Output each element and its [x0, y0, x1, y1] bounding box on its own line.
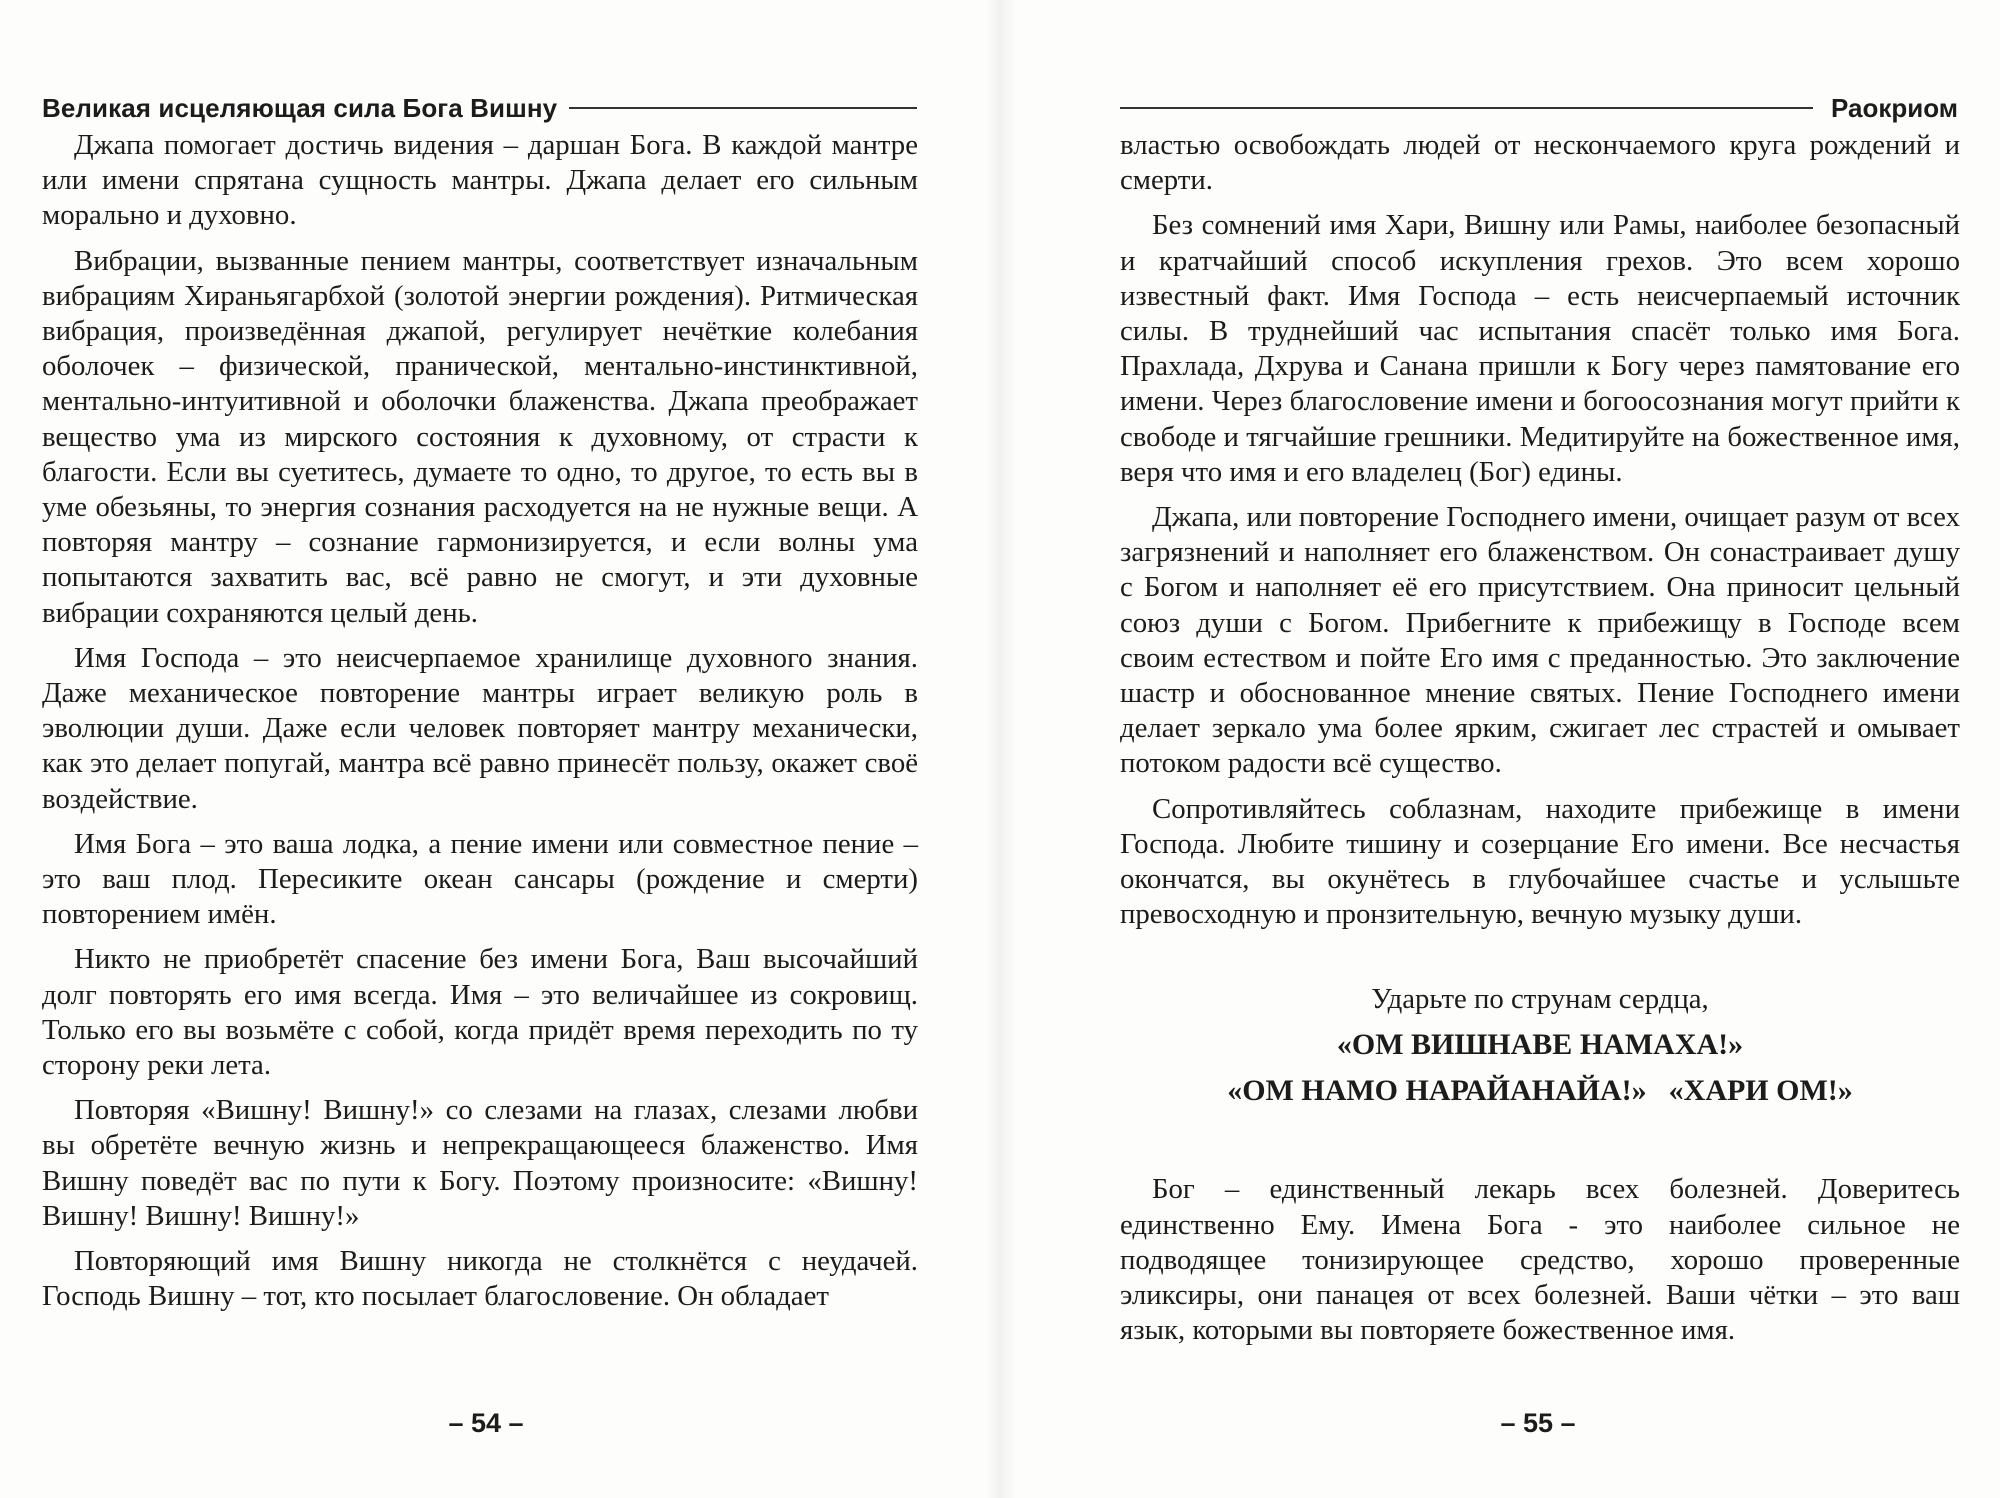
- paragraph: Имя Господа – это неисчерпаемое хранилище духовного знания. Даже механическое повторение мантры играет великую роль в эволюции души. Даже если человек повторяет мантру механически, как это делает попугай, мантра всё равно принесёт пользу, окажет своё воздействие.: [42, 641, 918, 815]
- book-title: Великая исцеляющая сила Бога Вишну: [42, 92, 558, 123]
- paragraph: Сопротивляйтесь соблазнам, находите прибежище в имени Господа. Любите тишину и созерцание Его имени. Все несчастья окончатся, вы окунётесь в глубочайшее счастье и услышьте превосходную и пронзительную, вечную музыку души.: [1120, 792, 1960, 931]
- mantra-text: «ОМ НАМО НАРАЙАНАЙА!»: [1227, 1074, 1647, 1108]
- paragraph: Джапа помогает достичь видения – даршан Бога. В каждой мантре или имени спрятана сущность мантры. Джапа делает его сильным морально и духовно.: [42, 129, 918, 232]
- header-rule: [1120, 107, 1813, 109]
- paragraph: Повторяя «Вишну! Вишну!» со слезами на глазах, слезами любви вы обретёте вечную жизнь и непрекращающееся блаженство. Имя Вишну поведёт вас по пути к Богу. Поэтому произносите: «Вишну! Вишну! Вишну! Вишну!»: [42, 1094, 918, 1232]
- continuation-paragraph: властью освобождать людей от нескончаемого круга рождений и смерти.: [1120, 129, 1960, 197]
- page-number: – 55 –: [1500, 1408, 1576, 1438]
- right-page: [1000, 0, 2000, 1498]
- paragraph: Повторяющий имя Вишну никогда не столкнётся с неудачей. Господь Вишну – тот, кто посылает благословение. Он обладает: [42, 1245, 918, 1313]
- paragraph: Имя Бога – это ваша лодка, а пение имени или совместное пение – это ваш плод. Пересиките океан сансары (рождение и смерти) повторением имён.: [42, 827, 918, 931]
- mantra-line: «ОМ ВИШНАВЕ НАМАХА!»: [1336, 1028, 1744, 1062]
- book-gutter: [985, 0, 1015, 1498]
- paragraph: Джапа, или повторение Господнего имени, очищает разум от всех загрязнений и наполняет его блаженством. Он сонастраивает душу с Богом и наполняет её его присутствием. Она приносит цельный союз души с Богом. Прибегните к прибежищу в Господе всем своим естеством и пойте Его имя с преданностью. Это заключение шастр и обоснованное мнение святых. Пение Господнего имени делает зеркало ума более ярким, сжигает лес страстей и омывает потоком радости всё существо.: [1120, 501, 1960, 780]
- left-body-text: [42, 128, 918, 1325]
- paragraph: Вибрации, вызванные пением мантры, соответствует изначальным вибрациям Хираньягарбхой (золотой энергии рождения). Ритмическая вибрация, произведённая джапой, регулирует нечёткие колебания оболочек – физической, пранической, ментально-инстинктивной, ментально-интуитивной и оболочки блаженства. Джапа преображает вещество ума из мирского состояния к духовному, от страсти к благости. Если вы суетитесь, думаете то одно, то другое, то есть вы в уме обезьяны, то энергия сознания расходуется на не нужные вещи. А повторяя мантру – сознание гармонизируется, и если волны ума попытаются захватить вас, всё равно не смогут, и эти духовные вибрации сохраняются целый день.: [42, 244, 918, 629]
- page-number: – 54 –: [448, 1408, 524, 1438]
- paragraph: Без сомнений имя Хари, Вишну или Рамы, наиболее безопасный и кратчайший способ искупления грехов. Это всем хорошо известный факт. Имя Господа – есть неисчерпаемый источник силы. В труднейший час испытания спасёт только имя Бога. Прахлада, Дхрува и Санана пришли к Богу через памятование его имени. Через благословение имени и богоосознания могут прийти к свободе и тягчайшие грешники. Медитируйте на божественное имя, веря что имя и его владелец (Бог) едины.: [1120, 209, 1960, 488]
- right-body-text: [1120, 128, 1960, 1358]
- verse-intro: Ударьте по струнам сердца,: [1371, 983, 1709, 1016]
- mantra-verse: [1120, 976, 1960, 1114]
- mantra-text: «ХАРИ ОМ!»: [1668, 1074, 1853, 1108]
- header-rule: [569, 107, 917, 109]
- right-running-header: [1120, 88, 1958, 128]
- left-running-header: [42, 88, 917, 128]
- paragraph: Никто не приобретёт спасение без имени Бога, Ваш высочайший долг повторять его имя всегда. Имя – это величайшее из сокровищ. Только его вы возьмёте с собой, когда придёт время переходить по ту сторону реки лета.: [42, 943, 918, 1082]
- author-name: Раокриом: [1831, 92, 1958, 123]
- mantra-line: [1120, 1068, 1960, 1114]
- closing-paragraph: Бог – единственный лекарь всех болезней. Доверитесь единственно Ему. Имена Бога - это наиболее сильное не подводящее тонизирующее средство, хорошо проверенные эликсиры, они панацея от всех болезней. Ваши чётки – это ваш язык, которыми вы повторяете божественное имя.: [1120, 1173, 1960, 1347]
